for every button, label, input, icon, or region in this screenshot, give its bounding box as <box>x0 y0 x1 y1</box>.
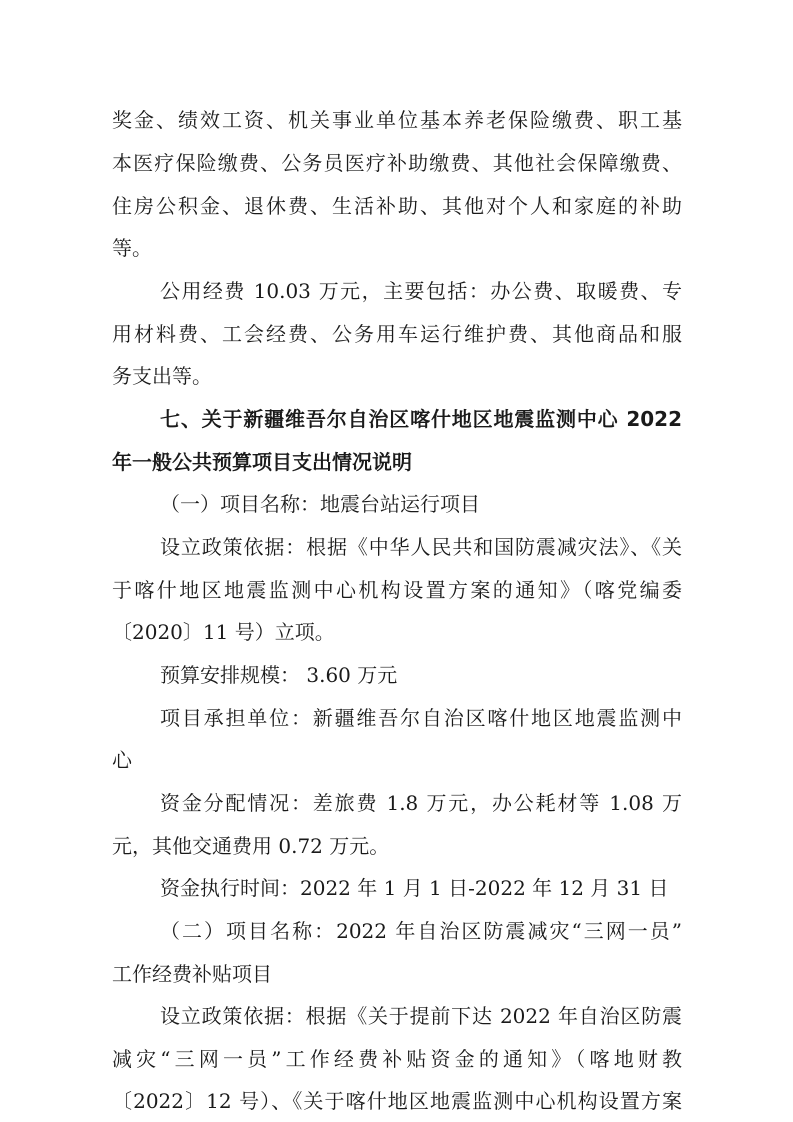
body-line: 务支出等。 <box>112 364 212 388</box>
body-line: 项目承担单位：新疆维吾尔自治区喀什地区地震监测中 <box>160 706 682 730</box>
section-heading: 年一般公共预算项目支出情况说明 <box>112 450 412 474</box>
body-line: 住房公积金、退休费、生活补助、其他对个人和家庭的补助 <box>112 194 682 218</box>
body-line: 奖金、绩效工资、机关事业单位基本养老保险缴费、职工基 <box>112 108 682 132</box>
body-line: 设立政策依据：根据《关于提前下达 2022 年自治区防震 <box>160 1004 682 1028</box>
body-line: 资金执行时间：2022 年 1 月 1 日-2022 年 12 月 31 日 <box>160 876 669 900</box>
subsection-title: 工作经费补贴项目 <box>112 962 272 986</box>
body-line: 减灾“三网一员”工作经费补贴资金的通知》（喀地财教 <box>112 1047 682 1071</box>
body-line: 〔2022〕12 号）、《关于喀什地区地震监测中心机构设置方案 <box>112 1089 682 1113</box>
body-line: 元，其他交通费用 0.72 万元。 <box>112 834 390 858</box>
body-line: 预算安排规模： 3.60 万元 <box>160 663 398 687</box>
body-line: 〔2020〕11 号）立项。 <box>112 620 335 644</box>
body-line: 设立政策依据：根据《中华人民共和国防震减灾法》、《关 <box>160 535 682 559</box>
body-line: 资金分配情况：差旅费 1.8 万元，办公耗材等 1.08 万 <box>160 791 682 815</box>
body-line: 于喀什地区地震监测中心机构设置方案的通知》（喀党编委 <box>112 578 682 602</box>
body-line: 公用经费 10.03 万元，主要包括：办公费、取暖费、专 <box>160 279 682 303</box>
subsection-title: （一）项目名称：地震台站运行项目 <box>160 492 480 516</box>
subsection-title: （二）项目名称：2022 年自治区防震减灾“三网一员” <box>160 919 682 943</box>
body-line: 等。 <box>112 236 152 260</box>
body-line: 心 <box>112 748 132 772</box>
body-line: 本医疗保险缴费、公务员医疗补助缴费、其他社会保障缴费、 <box>112 151 682 175</box>
section-heading: 七、关于新疆维吾尔自治区喀什地区地震监测中心 2022 <box>160 407 682 431</box>
body-line: 用材料费、工会经费、公务用车运行维护费、其他商品和服 <box>112 322 682 346</box>
